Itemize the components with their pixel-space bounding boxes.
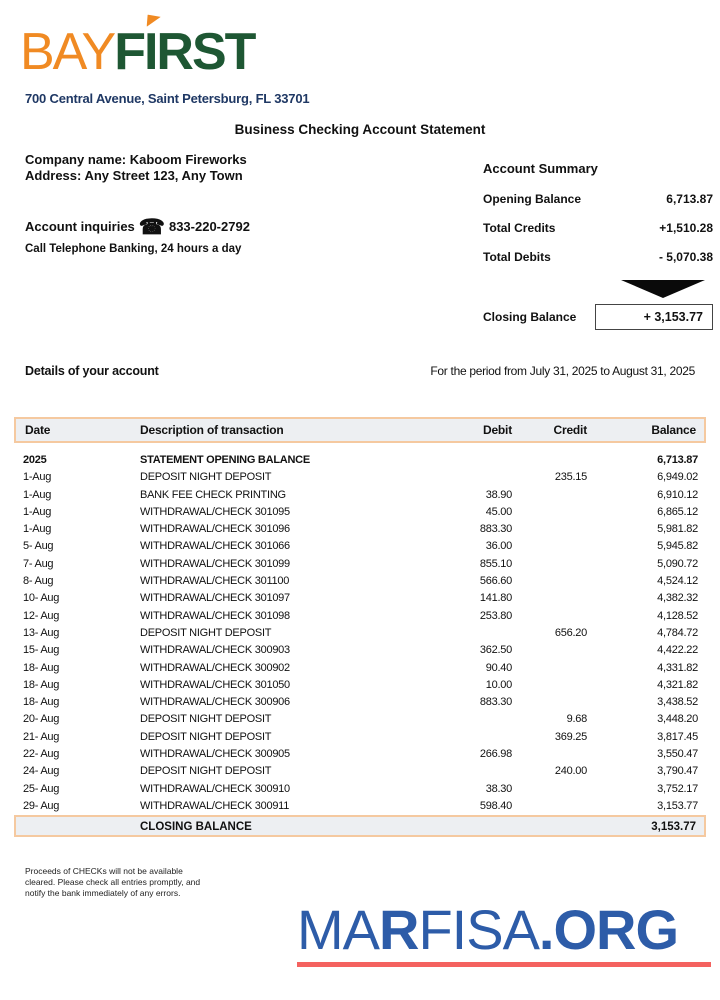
logo-first-rst: RST bbox=[156, 23, 255, 81]
customer-info bbox=[25, 152, 247, 184]
account-summary-title: Account Summary bbox=[483, 161, 598, 176]
table-cell-debit: 253.80 bbox=[479, 609, 512, 622]
footer-note-line: Proceeds of CHECKs will not be available bbox=[25, 866, 183, 876]
table-cell-date: 29- Aug bbox=[23, 799, 60, 812]
summary-value: +1,510.28 bbox=[659, 221, 713, 235]
table-cell-balance: 4,784.72 bbox=[657, 626, 698, 639]
table-cell-desc: BANK FEE CHECK PRINTING bbox=[140, 488, 286, 501]
table-cell-desc: WITHDRAWAL/CHECK 301095 bbox=[140, 505, 290, 518]
column-header-description: Description of transaction bbox=[140, 417, 402, 443]
table-cell-date: 1-Aug bbox=[23, 505, 52, 518]
table-cell-credit bbox=[524, 677, 609, 694]
column-header-credit: Credit bbox=[524, 417, 609, 443]
bayfirst-logo bbox=[20, 22, 254, 82]
table-cell-date: 12- Aug bbox=[23, 609, 60, 622]
table-cell-credit bbox=[524, 443, 609, 469]
table-cell-desc: WITHDRAWAL/CHECK 301099 bbox=[140, 557, 290, 570]
table-cell-credit bbox=[524, 538, 609, 555]
table-row bbox=[14, 504, 706, 521]
table-cell-credit bbox=[524, 694, 609, 711]
table-cell-desc: WITHDRAWAL/CHECK 301096 bbox=[140, 523, 290, 536]
table-cell-date: 1-Aug bbox=[23, 523, 52, 536]
table-cell-date: 1-Aug bbox=[23, 488, 52, 501]
marfisa-watermark bbox=[297, 898, 713, 967]
bank-address: 700 Central Avenue, Saint Petersburg, FL 33701 bbox=[25, 91, 310, 106]
table-cell-balance: 6,865.12 bbox=[657, 505, 698, 518]
table-cell-balance: 3,790.47 bbox=[657, 765, 698, 778]
table-cell-date: 18- Aug bbox=[23, 696, 60, 709]
closing-row-balance: 3,153.77 bbox=[609, 815, 706, 837]
table-cell-debit bbox=[402, 443, 524, 469]
table-cell-desc: DEPOSIT NIGHT DEPOSIT bbox=[140, 626, 272, 639]
summary-closing-row bbox=[483, 304, 713, 330]
table-cell-date: 18- Aug bbox=[23, 678, 60, 691]
table-cell-desc: WITHDRAWAL/CHECK 301050 bbox=[140, 678, 290, 691]
table-cell-credit bbox=[524, 798, 609, 815]
table-cell-date: 5- Aug bbox=[23, 540, 54, 553]
table-cell-debit bbox=[402, 625, 524, 642]
table-cell-balance: 5,945.82 bbox=[657, 540, 698, 553]
table-cell-credit bbox=[524, 487, 609, 504]
telephone-banking-line: Call Telephone Banking, 24 hours a day bbox=[25, 243, 242, 255]
logo-first-f: F bbox=[114, 23, 144, 81]
table-row bbox=[14, 677, 706, 694]
table-row bbox=[14, 625, 706, 642]
table-cell-debit bbox=[402, 763, 524, 780]
summary-label: Total Debits bbox=[483, 250, 551, 264]
table-cell-balance: 4,331.82 bbox=[657, 661, 698, 674]
table-cell-credit bbox=[524, 573, 609, 590]
table-cell-desc: STATEMENT OPENING BALANCE bbox=[140, 454, 310, 466]
table-cell-date: 20- Aug bbox=[23, 713, 60, 726]
table-cell-debit: 362.50 bbox=[479, 644, 512, 657]
table-cell-credit: 656.20 bbox=[554, 626, 587, 639]
table-cell-date: 13- Aug bbox=[23, 626, 60, 639]
column-header-balance: Balance bbox=[609, 417, 706, 443]
table-cell-credit bbox=[524, 746, 609, 763]
table-cell-credit bbox=[524, 521, 609, 538]
table-row bbox=[14, 521, 706, 538]
table-cell-desc: DEPOSIT NIGHT DEPOSIT bbox=[140, 765, 272, 778]
table-row bbox=[14, 590, 706, 607]
summary-label: Opening Balance bbox=[483, 192, 582, 206]
table-cell-desc: WITHDRAWAL/CHECK 301098 bbox=[140, 609, 290, 622]
footer-note-line: notify the bank immediately of any errors. bbox=[25, 888, 181, 898]
table-cell-balance: 6,949.02 bbox=[657, 471, 698, 484]
table-cell-date: 22- Aug bbox=[23, 748, 60, 761]
company-address-line: Address: Any Street 123, Any Town bbox=[25, 168, 243, 183]
table-row bbox=[14, 763, 706, 780]
watermark-underline bbox=[297, 962, 711, 967]
table-cell-desc: WITHDRAWAL/CHECK 300910 bbox=[140, 782, 290, 795]
table-cell-balance: 3,153.77 bbox=[657, 799, 698, 812]
table-cell-balance: 3,438.52 bbox=[657, 696, 698, 709]
table-cell-desc: WITHDRAWAL/CHECK 301097 bbox=[140, 592, 290, 605]
transactions-table bbox=[14, 417, 706, 837]
phone-icon: ☎ bbox=[138, 216, 165, 239]
summary-label: Total Credits bbox=[483, 221, 556, 235]
column-header-date: Date bbox=[14, 417, 140, 443]
table-row bbox=[14, 781, 706, 798]
table-cell-debit: 566.60 bbox=[479, 575, 512, 588]
table-cell-credit bbox=[524, 556, 609, 573]
table-cell-balance: 4,128.52 bbox=[657, 609, 698, 622]
table-cell-credit bbox=[524, 590, 609, 607]
arrow-down-icon bbox=[621, 280, 705, 298]
table-cell-desc: WITHDRAWAL/CHECK 300902 bbox=[140, 661, 290, 674]
table-cell-date: 18- Aug bbox=[23, 661, 60, 674]
table-cell-credit bbox=[524, 660, 609, 677]
table-cell-balance: 4,382.32 bbox=[657, 592, 698, 605]
closing-row-credit-cell bbox=[524, 815, 609, 837]
table-cell-credit bbox=[524, 504, 609, 521]
table-cell-desc: WITHDRAWAL/CHECK 300906 bbox=[140, 696, 290, 709]
table-row bbox=[14, 746, 706, 763]
table-cell-debit bbox=[402, 729, 524, 746]
table-cell-debit: 266.98 bbox=[479, 748, 512, 761]
table-cell-debit: 38.90 bbox=[485, 488, 512, 501]
logo-bay-text: BAY bbox=[20, 23, 115, 81]
account-inquiries-label: Account inquiries bbox=[25, 219, 135, 234]
table-cell-debit: 90.40 bbox=[485, 661, 512, 674]
table-cell-debit: 38.30 bbox=[485, 782, 512, 795]
closing-balance-row bbox=[14, 815, 706, 837]
table-cell-credit: 235.15 bbox=[554, 471, 587, 484]
account-summary bbox=[483, 161, 713, 330]
table-row bbox=[14, 556, 706, 573]
closing-row-label: CLOSING BALANCE bbox=[140, 815, 402, 837]
table-cell-credit: 369.25 bbox=[554, 730, 587, 743]
table-cell-desc: DEPOSIT NIGHT DEPOSIT bbox=[140, 471, 272, 484]
summary-row-opening-balance bbox=[483, 193, 713, 206]
table-cell-credit bbox=[524, 608, 609, 625]
table-cell-date: 7- Aug bbox=[23, 557, 54, 570]
company-name-line: Company name: Kaboom Fireworks bbox=[25, 152, 247, 167]
table-cell-balance: 3,752.17 bbox=[657, 782, 698, 795]
table-row bbox=[14, 573, 706, 590]
page-title: Business Checking Account Statement bbox=[234, 122, 486, 137]
table-cell-date: 2025 bbox=[23, 454, 47, 466]
table-header bbox=[14, 417, 706, 443]
table-cell-debit: 598.40 bbox=[479, 799, 512, 812]
footer-note bbox=[25, 866, 200, 899]
details-heading: Details of your account bbox=[25, 364, 159, 378]
table-row bbox=[14, 711, 706, 728]
table-cell-date: 1-Aug bbox=[23, 471, 52, 484]
table-row bbox=[14, 608, 706, 625]
summary-value: - 5,070.38 bbox=[658, 250, 713, 264]
table-cell-desc: DEPOSIT NIGHT DEPOSIT bbox=[140, 730, 272, 743]
table-footer bbox=[14, 815, 706, 837]
table-row bbox=[14, 469, 706, 486]
table-cell-balance: 6,910.12 bbox=[657, 488, 698, 501]
table-cell-balance: 5,090.72 bbox=[657, 557, 698, 570]
table-cell-desc: WITHDRAWAL/CHECK 300911 bbox=[140, 799, 290, 812]
table-cell-date: 21- Aug bbox=[23, 730, 60, 743]
table-cell-debit bbox=[402, 469, 524, 486]
inquiries-phone-number: 833-220-2792 bbox=[168, 219, 250, 234]
table-cell-credit: 240.00 bbox=[554, 765, 587, 778]
table-cell-credit: 9.68 bbox=[566, 713, 587, 726]
table-row bbox=[14, 538, 706, 555]
table-row bbox=[14, 798, 706, 815]
table-cell-balance: 3,817.45 bbox=[657, 730, 698, 743]
table-row bbox=[14, 660, 706, 677]
table-cell-debit: 45.00 bbox=[485, 505, 512, 518]
table-cell-credit bbox=[524, 642, 609, 659]
table-row bbox=[14, 729, 706, 746]
summary-arrow-row bbox=[483, 280, 713, 299]
table-row bbox=[14, 694, 706, 711]
closing-balance-label: Closing Balance bbox=[483, 310, 577, 324]
logo-first-i: I bbox=[144, 22, 156, 82]
table-cell-balance: 4,524.12 bbox=[657, 575, 698, 588]
table-cell-balance: 4,422.22 bbox=[657, 644, 698, 657]
closing-row-date-cell bbox=[14, 815, 140, 837]
closing-row-debit-cell bbox=[402, 815, 524, 837]
closing-balance-value-box: + 3,153.77 bbox=[595, 304, 713, 330]
table-cell-balance: 6,713.87 bbox=[657, 454, 698, 466]
account-inquiries-line bbox=[25, 215, 250, 240]
table-cell-debit bbox=[402, 711, 524, 728]
table-cell-date: 24- Aug bbox=[23, 765, 60, 778]
table-cell-credit bbox=[524, 781, 609, 798]
watermark-text: MARFISA.ORG bbox=[297, 898, 679, 961]
table-cell-balance: 3,448.20 bbox=[657, 713, 698, 726]
statement-period: For the period from July 31, 2025 to August 31, 2025 bbox=[430, 364, 695, 378]
table-cell-date: 25- Aug bbox=[23, 782, 60, 795]
table-cell-balance: 4,321.82 bbox=[657, 678, 698, 691]
summary-row-total-debits bbox=[483, 251, 713, 264]
table-cell-desc: WITHDRAWAL/CHECK 301066 bbox=[140, 540, 290, 553]
summary-row-total-credits bbox=[483, 222, 713, 235]
table-cell-date: 15- Aug bbox=[23, 644, 60, 657]
table-cell-debit: 36.00 bbox=[485, 540, 512, 553]
transactions-body bbox=[14, 443, 706, 815]
table-cell-date: 8- Aug bbox=[23, 575, 54, 588]
table-cell-balance: 5,981.82 bbox=[657, 523, 698, 536]
table-cell-desc: WITHDRAWAL/CHECK 300903 bbox=[140, 644, 290, 657]
table-cell-balance: 3,550.47 bbox=[657, 748, 698, 761]
table-cell-debit: 883.30 bbox=[479, 696, 512, 709]
table-cell-date: 10- Aug bbox=[23, 592, 60, 605]
table-cell-debit: 883.30 bbox=[479, 523, 512, 536]
table-cell-desc: WITHDRAWAL/CHECK 300905 bbox=[140, 748, 290, 761]
summary-value: 6,713.87 bbox=[666, 192, 713, 206]
table-cell-debit: 141.80 bbox=[479, 592, 512, 605]
table-row bbox=[14, 443, 706, 469]
table-cell-desc: DEPOSIT NIGHT DEPOSIT bbox=[140, 713, 272, 726]
table-cell-debit: 10.00 bbox=[485, 678, 512, 691]
table-cell-desc: WITHDRAWAL/CHECK 301100 bbox=[140, 575, 290, 588]
table-row bbox=[14, 642, 706, 659]
details-heading-row bbox=[25, 364, 695, 378]
column-header-debit: Debit bbox=[402, 417, 524, 443]
footer-note-line: cleared. Please check all entries promptly, and bbox=[25, 877, 201, 887]
table-row bbox=[14, 487, 706, 504]
table-cell-debit: 855.10 bbox=[479, 557, 512, 570]
